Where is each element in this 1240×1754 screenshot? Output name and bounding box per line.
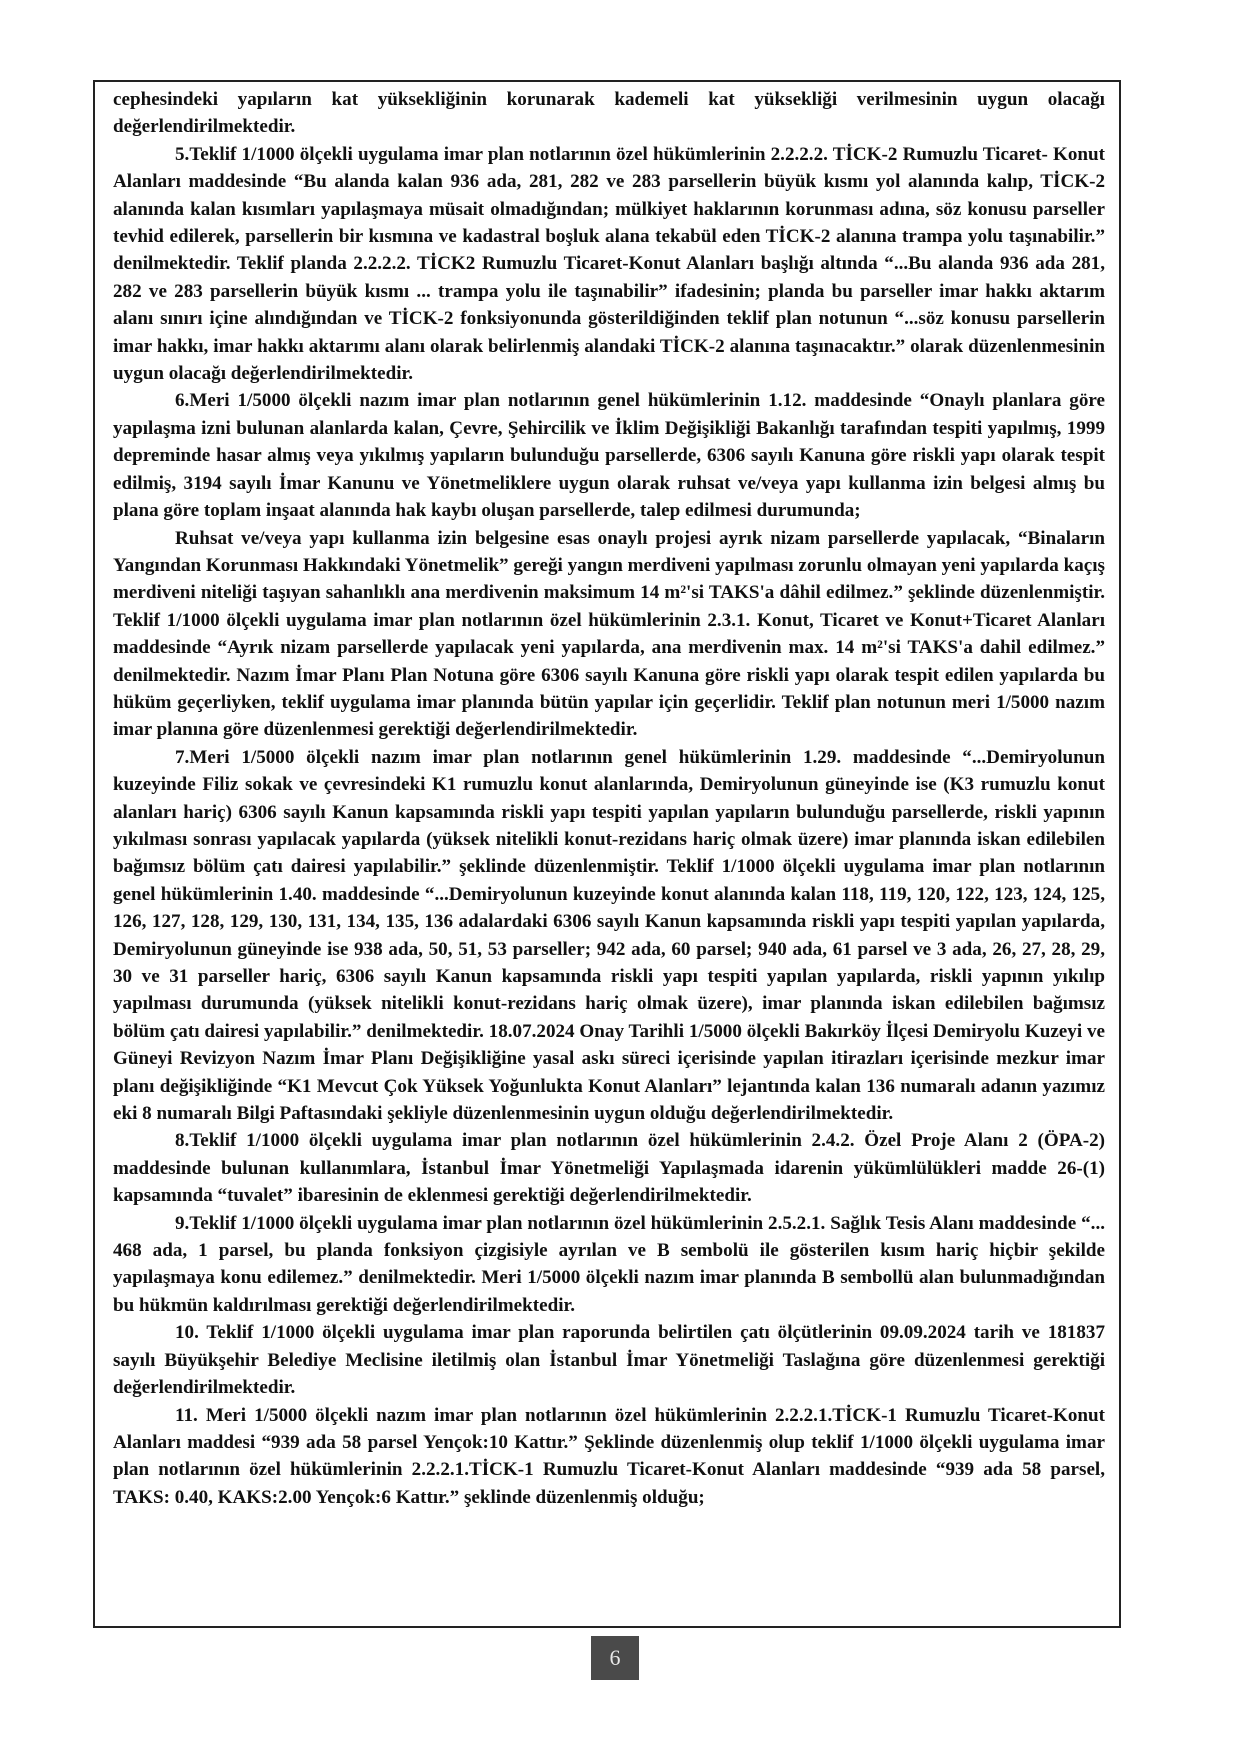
paragraph-item-8: 8.Teklif 1/1000 ölçekli uygulama imar plan notlarının özel hükümlerinin 2.4.2. Özel Proje Alanı 2 (ÖPA-2) maddesinde bulunan kullanımlara, İstanbul İmar Yönetmeliği Yapılaşmada idarenin yükümlülükleri madde 26-(1) kapsamında “tuvalet” ibaresinin de eklenmesi gerektiği değerlendirilmektedir. [113,1130,1105,1207]
paragraph-item-10: 10. Teklif 1/1000 ölçekli uygulama imar plan raporunda belirtilen çatı ölçütlerinin 09.09.2024 tarih ve 181837 sayılı Büyükşehir Belediye Meclisine iletilmiş olan İstanbul İmar Yönetmeliği Taslağına göre düzenlenmesi gerektiği değerlendirilmektedir. [113,1322,1105,1399]
page-number: 6 [591,1636,639,1680]
paragraph-continuation: cephesindeki yapıların kat yüksekliğinin korunarak kademeli kat yüksekliği verilmesinin uygun olacağı değerlendirilmektedir. [113,89,1105,138]
paragraph-item-11: 11. Meri 1/5000 ölçekli nazım imar plan notlarının özel hükümlerinin 2.2.2.1.TİCK-1 Rumuzlu Ticaret-Konut Alanları maddesi “939 ada 58 parsel Yençok:10 Kattır.” Şeklinde düzenlenmiş olup teklif 1/1000 ölçekli uygulama imar plan notlarının özel hükümlerinin 2.2.2.1.TİCK-1 Rumuzlu Ticaret-Konut Alanları maddesinde “939 ada 58 parsel, TAKS: 0.40, KAKS:2.00 Yençok:6 Kattır.” şeklinde düzenlenmiş olduğu; [113,1404,1105,1508]
page-border-frame [93,80,1121,1628]
paragraph-item-9: 9.Teklif 1/1000 ölçekli uygulama imar plan notlarının özel hükümlerinin 2.5.2.1. Sağlık Tesis Alanı maddesinde “... 468 ada, 1 parsel, bu planda fonksiyon çizgisiyle ayrılan ve B sembolü ile gösterilen kısım hariç hiçbir şekilde yapılaşmaya konu edilemez.” denilmektedir. Meri 1/5000 ölçekli nazım imar planında B sembollü alan bulunmadığından bu hükmün kaldırılması gerektiği değerlendirilmektedir. [113,1212,1105,1316]
paragraph-item-6-continued: Ruhsat ve/veya yapı kullanma izin belgesine esas onaylı projesi ayrık nizam parsellerde yapılacak, “Binaların Yangından Korunması Hakkındaki Yönetmelik” gereği yangın merdiveni yapılması zorunlu olmayan yeni yapılarda kaçış merdiveni niteliği taşıyan sahanlıklı ana merdivenin maksimum 14 m²'si TAKS'a dâhil edilmez.” şeklinde düzenlenmiştir. Teklif 1/1000 ölçekli uygulama imar plan notlarının özel hükümlerinin 2.3.1. Konut, Ticaret ve Konut+Ticaret Alanları maddesinde “Ayrık nizam parsellerde yapılacak yeni yapılarda, ana merdivenin max. 14 m²'si TAKS'a dahil edilmez.” denilmektedir. Nazım İmar Planı Plan Notuna göre 6306 sayılı Kanuna göre riskli yapı olarak tespit edilen yapılarda bu hüküm geçerliyken, teklif uygulama imar planında bütün yapılar için geçerlidir. Teklif plan notunun meri 1/5000 nazım imar planına göre düzenlenmesi gerektiği değerlendirilmektedir. [113,527,1105,741]
paragraph-item-6: 6.Meri 1/5000 ölçekli nazım imar plan notlarının genel hükümlerinin 1.12. maddesinde “Onaylı planlara göre yapılaşma izni bulunan alanlarda kalan, Çevre, Şehircilik ve İklim Değişikliği Bakanlığı tarafından tespiti yapılmış, 1999 depreminde hasar almış veya yıkılmış yapıların bulunduğu parsellerde, 6306 sayılı Kanuna göre riskli yapı olarak tespit edilmiş, 3194 sayılı İmar Kanunu ve Yönetmeliklere uygun olarak ruhsat ve/veya yapı kullanma izin belgesi almış bu plana göre toplam inşaat alanında hak kaybı oluşan parsellerde, talep edilmesi durumunda; [113,390,1105,522]
paragraph-item-7: 7.Meri 1/5000 ölçekli nazım imar plan notlarının genel hükümlerinin 1.29. maddesinde “...Demiryolunun kuzeyinde Filiz sokak ve çevresindeki K1 rumuzlu konut alanlarında, Demiryolunun güneyinde ise (K3 rumuzlu konut alanları hariç) 6306 sayılı Kanun kapsamında riskli yapı tespiti yapılan yapıların bulunduğu parsellerde, riskli yapının yıkılması sonrası yapılacak yapılarda (yüksek nitelikli konut-rezidans hariç olmak üzere) imar planında iskan edilebilen bağımsız bölüm çatı dairesi yapılabilir.” şeklinde düzenlenmiştir. Teklif 1/1000 ölçekli uygulama imar plan notlarının genel hükümlerinin 1.40. maddesinde “...Demiryolunun kuzeyinde konut alanında kalan 118, 119, 120, 122, 123, 124, 125, 126, 127, 128, 129, 130, 131, 134, 135, 136 adalardaki 6306 sayılı Kanun kapsamında riskli yapı tespiti yapılan yapılarda, Demiryolunun güneyinde ise 938 ada, 50, 51, 53 parseller; 942 ada, 60 parsel; 940 ada, 61 parsel ve 3 ada, 26, 27, 28, 29, 30 ve 31 parseller hariç, 6306 sayılı Kanun kapsamında riskli yapı tespiti yapılan yapılarda, riskli yapının yıkılıp yapılması durumunda (yüksek nitelikli konut-rezidans hariç olmak üzere), imar planında iskan edilebilen bağımsız bölüm çatı dairesi yapılabilir.” denilmektedir. 18.07.2024 Onay Tarihli 1/5000 ölçekli Bakırköy İlçesi Demiryolu Kuzeyi ve Güneyi Revizyon Nazım İmar Planı Değişikliğine yasal askı süreci içerisinde yapılan itirazları içerisinde mezkur imar planı değişikliğinde “K1 Mevcut Çok Yüksek Yoğunlukta Konut Alanları” lejantında kalan 136 numaralı adanın yazımız eki 8 numaralı Bilgi Paftasındaki şekliyle düzenlenmesinin uygun olduğu değerlendirilmektedir. [113,746,1105,1125]
document-body [113,86,1105,1511]
paragraph-item-5: 5.Teklif 1/1000 ölçekli uygulama imar plan notlarının özel hükümlerinin 2.2.2.2. TİCK-2 Rumuzlu Ticaret- Konut Alanları maddesinde “Bu alanda kalan 936 ada, 281, 282 ve 283 parsellerin büyük kısmı yol alanında kalıp, TİCK-2 alanında kalan kısımları yapılaşmaya müsait olmadığından; mülkiyet haklarının korunması adına, söz konusu parseller tevhid edilerek, parsellerin bir kısmına ve kadastral boşluk alana tekabül eden TİCK-2 alanına trampa yolu taşınabilir.” denilmektedir. Teklif planda 2.2.2.2. TİCK2 Rumuzlu Ticaret-Konut Alanları başlığı altında “...Bu alanda 936 ada 281, 282 ve 283 parsellerin büyük kısmı ... trampa yolu ile taşınabilir” ifadesinin; planda bu parseller imar hakkı aktarım alanı sınırı içine alındığından ve TİCK-2 fonksiyonunda gösterildiğinden teklif plan notunun “...söz konusu parsellerin imar hakkı, imar hakkı aktarımı alanı olarak belirlenmiş alandaki TİCK-2 alanına taşınacaktır.” olarak düzenlenmesinin uygun olacağı değerlendirilmektedir. [113,143,1105,385]
